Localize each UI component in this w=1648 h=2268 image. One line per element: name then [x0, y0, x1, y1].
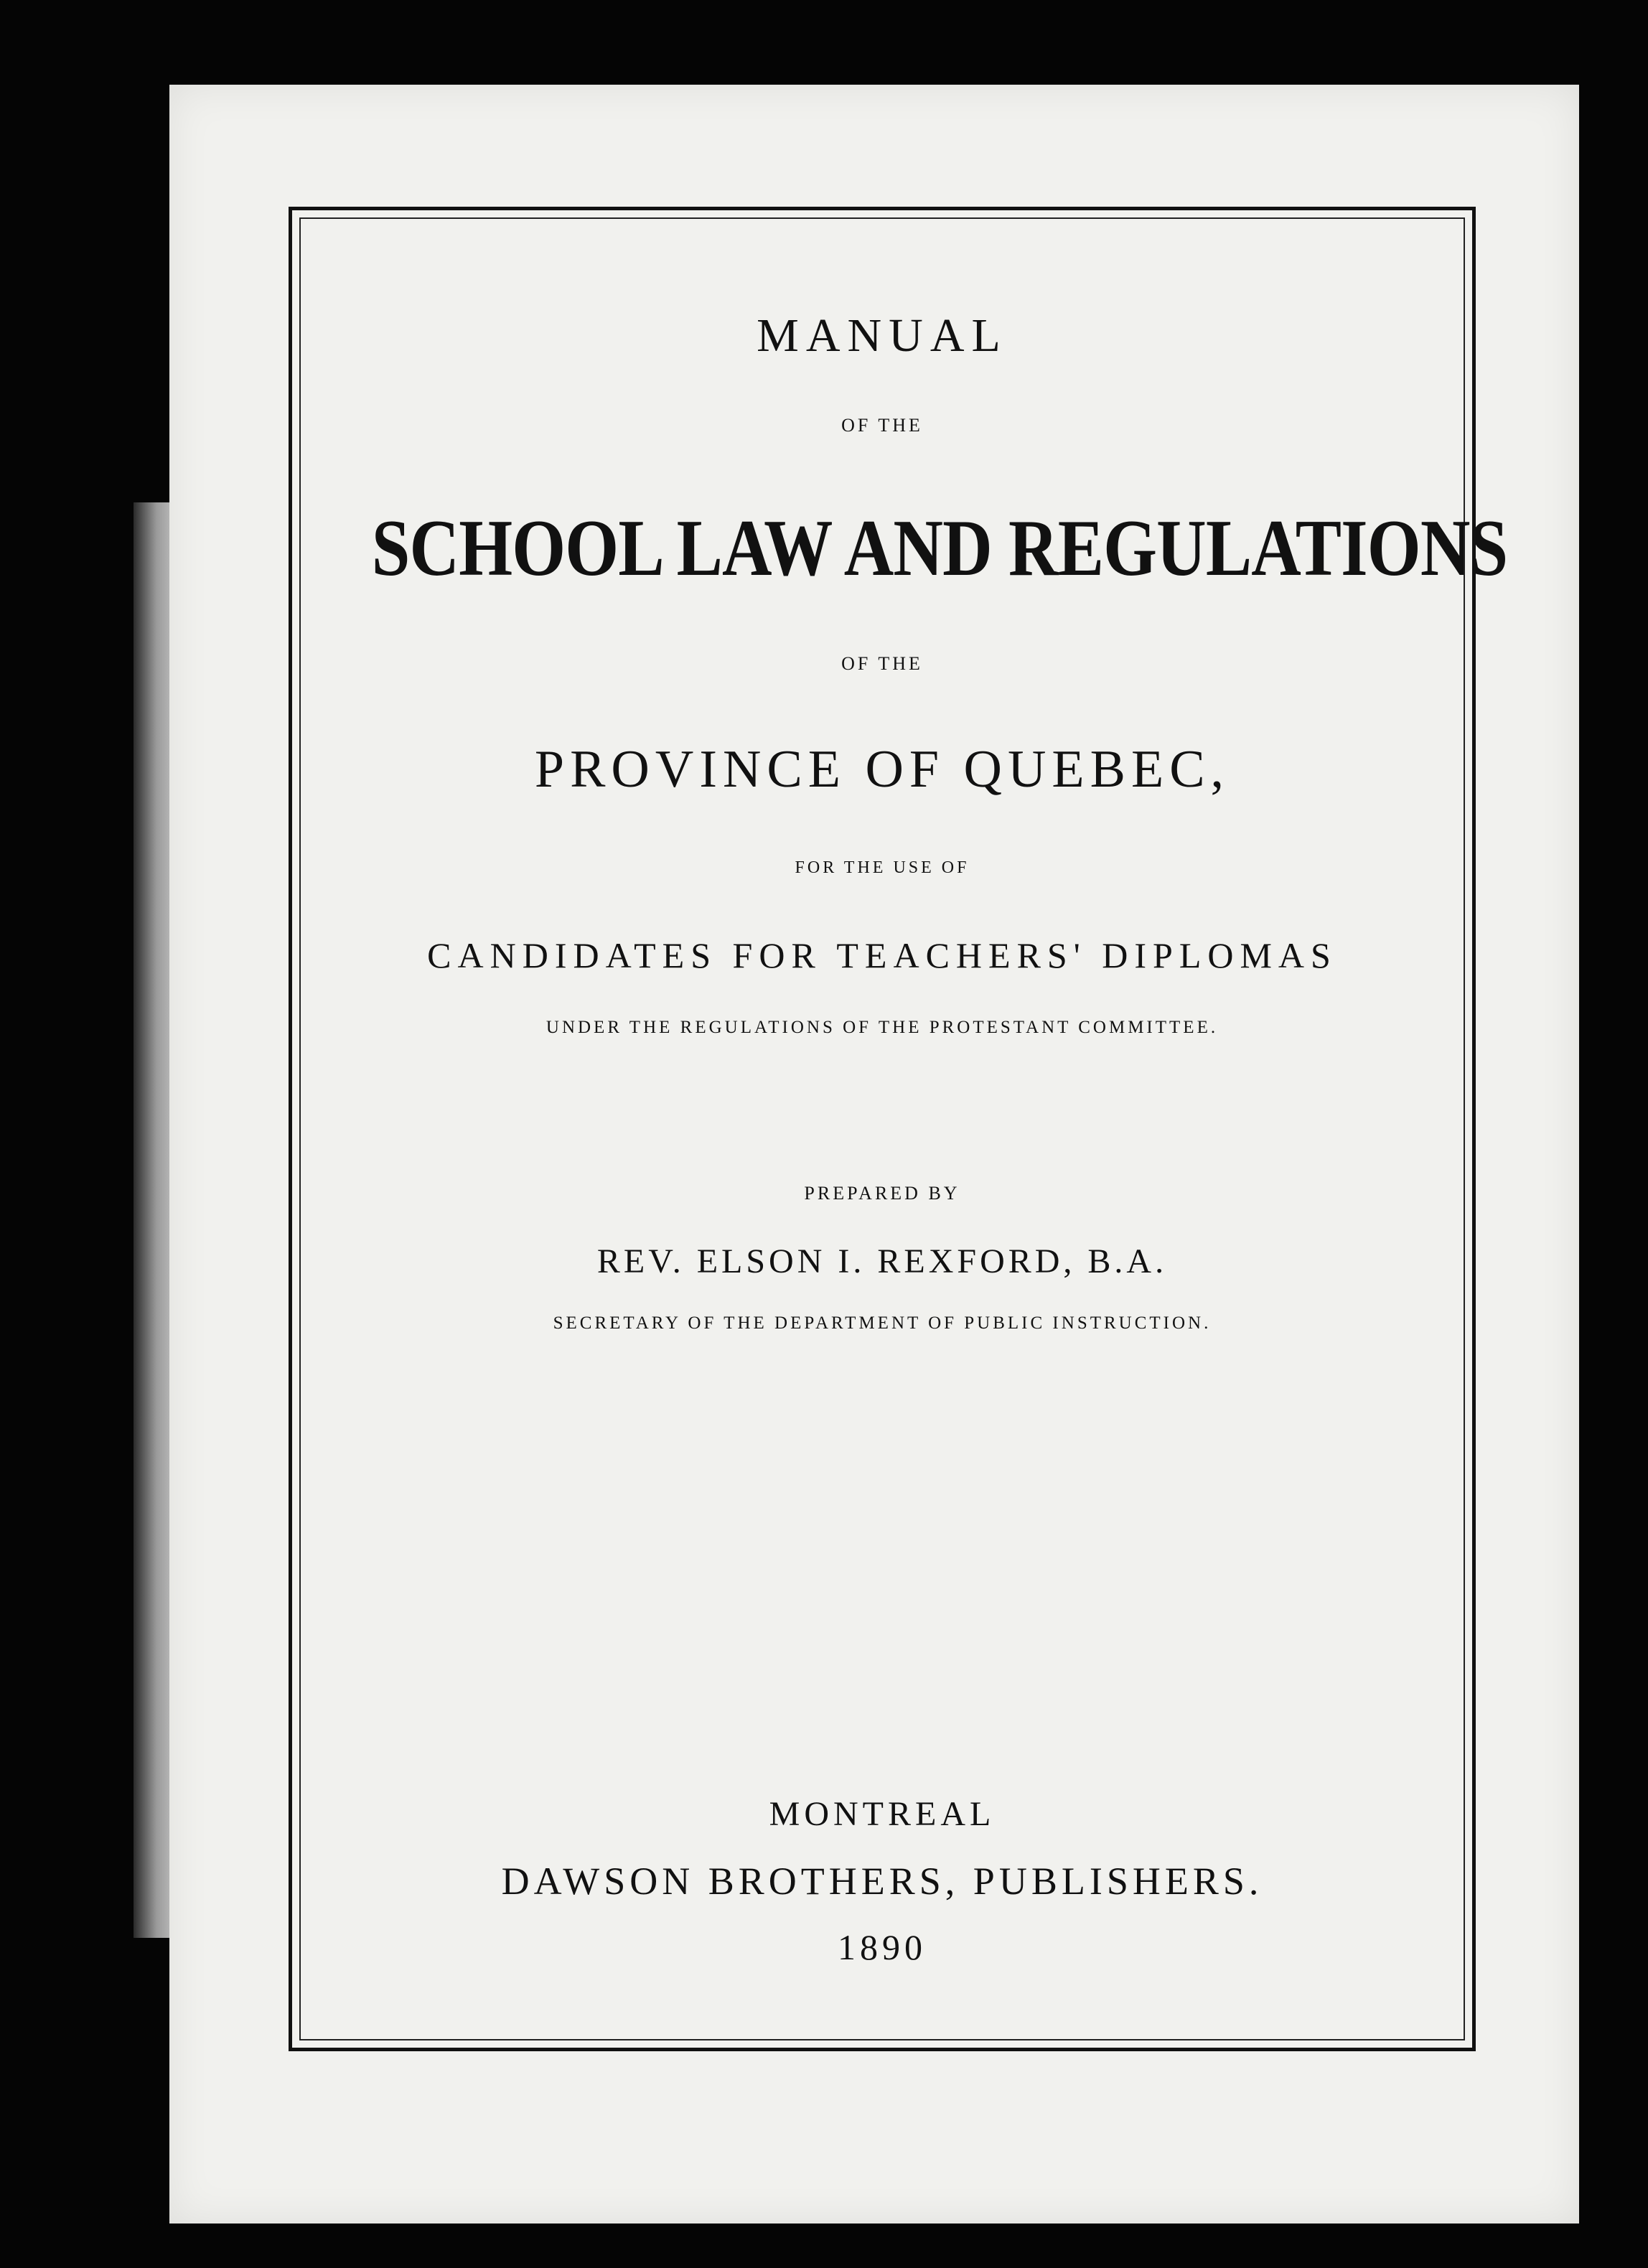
candidates-line: CANDIDATES FOR TEACHERS' DIPLOMAS: [427, 935, 1337, 975]
page-border-inner: [299, 217, 1508, 2040]
page-border-frame: [289, 207, 1508, 2051]
prepared-by-label: PREPARED BY: [804, 1183, 960, 1204]
province-title: PROVINCE OF QUEBEC,: [534, 740, 1230, 799]
imprint-publisher: DAWSON BROTHERS, PUBLISHERS.: [501, 1860, 1263, 1903]
main-title: SCHOOL LAW AND REGULATIONS: [371, 504, 1508, 593]
text-for-the-use-of: FOR THE USE OF: [795, 858, 970, 877]
text-of-the-2: OF THE: [841, 653, 923, 674]
text-of-the-1: OF THE: [841, 415, 923, 436]
imprint-city: MONTREAL: [769, 1795, 996, 1833]
author-title: SECRETARY OF THE DEPARTMENT OF PUBLIC INSTRUCTION.: [553, 1313, 1212, 1333]
imprint-year: 1890: [838, 1927, 927, 1967]
author-name: REV. ELSON I. REXFORD, B.A.: [596, 1242, 1168, 1280]
heading-manual: MANUAL: [757, 309, 1008, 362]
under-regulations-line: UNDER THE REGULATIONS OF THE PROTESTANT COMMITTEE.: [546, 1018, 1219, 1037]
